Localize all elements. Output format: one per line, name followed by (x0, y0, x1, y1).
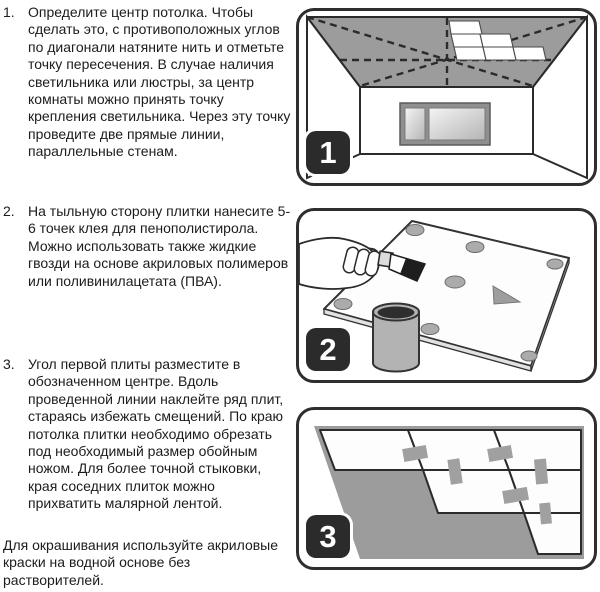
glue-can (373, 304, 419, 372)
step-number: 2. (3, 203, 15, 219)
step-badge-1: 1 (306, 131, 350, 174)
ceiling-center-illustration (296, 8, 597, 186)
step-text: Определите центр потолка. Чтобы сделать это, с противоположных углов по диагонали натяните нить и отметьте точку пересечения. В случае наличия светильника или люстры, за центр комнаты можно принять точку крепления светильника. Через эту точку проведите две прямые линии, параллельные стенам. (28, 4, 291, 160)
step-number: 3. (3, 356, 15, 372)
step-badge-3: 3 (306, 515, 350, 558)
hand-fingers (342, 246, 382, 277)
glue-application-illustration (296, 208, 597, 383)
step-item-1 (3, 4, 293, 161)
step-number: 1. (3, 4, 15, 20)
step-badge-2: 2 (306, 328, 350, 371)
step-item-3 (3, 356, 293, 513)
step-text: Угол первой плиты разместите в обозначенном центре. Вдоль проведенной линии наклейте ряд плит, стараясь избежать смещений. По краю потолка плитки необходимо обрезать под необходимый размер обойным ножом. Для более точной стыковки, края соседних плиток можно прихватить малярной лентой. (28, 356, 284, 512)
step-text: На тыльную сторону плитки нанесите 5-6 точек клея для пенополистирола. Можно использовать также жидкие гвозди на основе акриловых полимеров или поливинилацетата (ПВА). (28, 203, 291, 289)
window (400, 103, 490, 145)
tile-placement-illustration (296, 407, 597, 570)
painting-note: Для окрашивания используйте акриловые краски на водной основе без растворителей. (3, 537, 279, 588)
step-item-2 (3, 203, 293, 290)
